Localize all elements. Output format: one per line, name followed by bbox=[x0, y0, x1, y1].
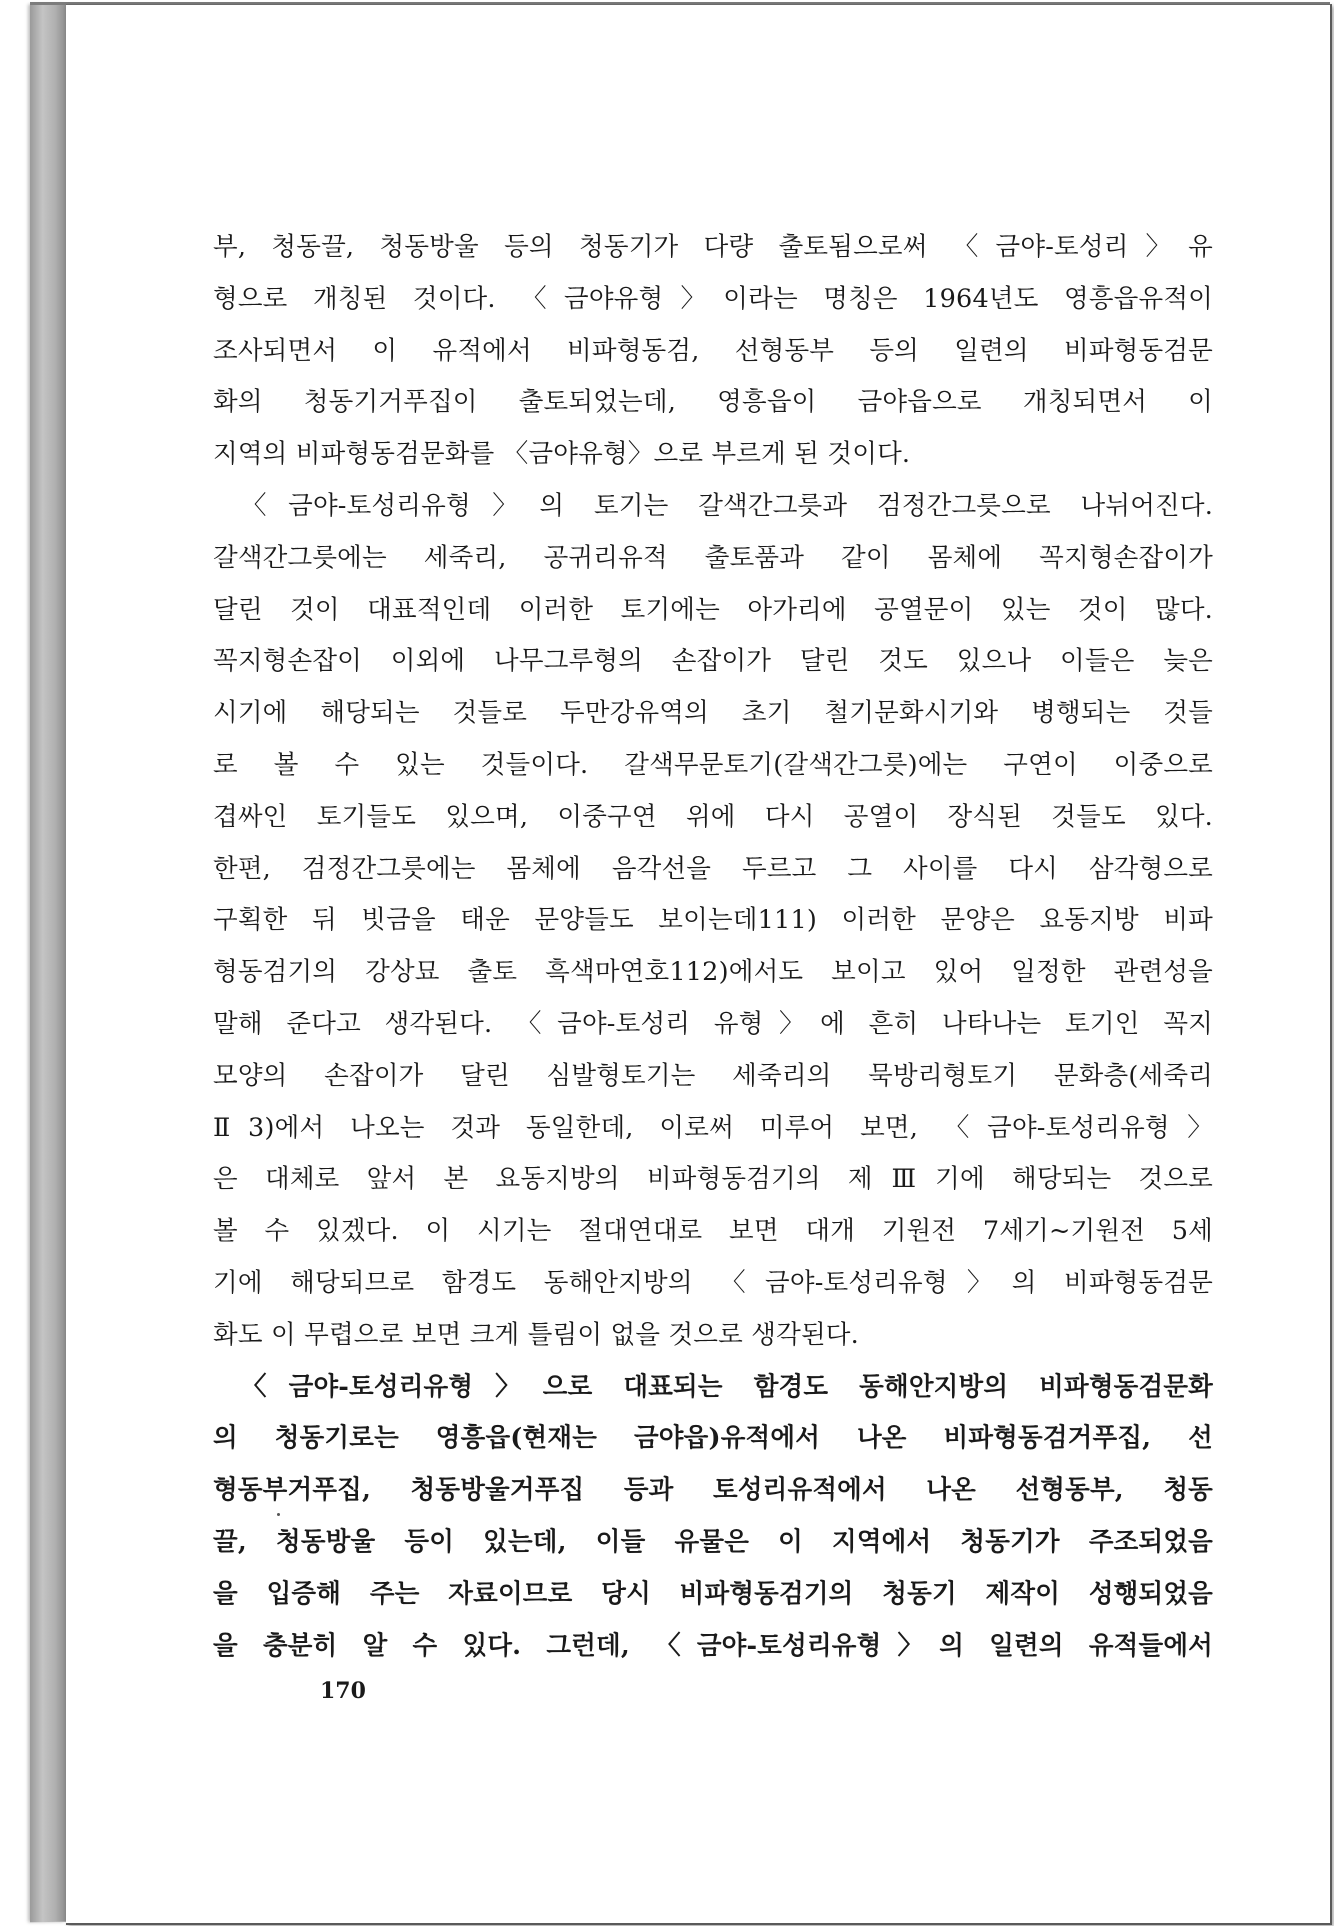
body-text bbox=[213, 222, 1213, 1672]
text-line: 말해 준다고 생각된다. 〈금야-토성리 유형〉에 흔히 나타나는 토기인 꼭지 bbox=[213, 1008, 1213, 1039]
text-line: 꼭지형손잡이 이외에 나무그루형의 손잡이가 달린 것도 있으나 이들은 늦은 bbox=[213, 646, 1213, 677]
text-line: 볼 수 있겠다. 이 시기는 절대연대로 보면 대개 기원전 7세기~기원전 5세 bbox=[213, 1216, 1213, 1247]
text-line: Ⅱ3)에서 나오는 것과 동일한데, 이로써 미루어 보면, 〈금야-토성리유형〉 bbox=[213, 1112, 1213, 1143]
text-line: 달린 것이 대표적인데 이러한 토기에는 아가리에 공열문이 있는 것이 많다. bbox=[213, 594, 1213, 625]
text-line: 시기에 해당되는 것들로 두만강유역의 초기 철기문화시기와 병행되는 것들 bbox=[213, 698, 1213, 729]
text-line: 조사되면서 이 유적에서 비파형동검, 선형동부 등의 일련의 비파형동검문 bbox=[213, 335, 1213, 366]
text-line: 형으로 개칭된 것이다. 〈금야유형〉이라는 명칭은 1964년도 영흥읍유적이 bbox=[213, 283, 1213, 314]
page-number: 170 bbox=[320, 1678, 366, 1704]
text-line: 지역의 비파형동검문화를 〈금야유형〉으로 부르게 된 것이다. bbox=[213, 439, 911, 470]
margin-mark bbox=[277, 1513, 280, 1516]
text-line: 로 볼 수 있는 것들이다. 갈색무문토기(갈색간그릇)에는 구연이 이중으로 bbox=[213, 749, 1213, 780]
text-line: 화도 이 무렵으로 보면 크게 틀림이 없을 것으로 생각된다. bbox=[213, 1319, 859, 1350]
text-line: 을 충분히 알 수 있다. 그런데, 〈금야-토성리유형〉의 일련의 유적들에서 bbox=[213, 1630, 1213, 1661]
text-line: 형동부거푸집, 청동방울거푸집 등과 토성리유적에서 나온 선형동부, 청동 bbox=[213, 1475, 1213, 1506]
text-line: 갈색간그릇에는 세죽리, 공귀리유적 출토품과 같이 몸체에 꼭지형손잡이가 bbox=[213, 542, 1213, 573]
text-line: 모양의 손잡이가 달린 심발형토기는 세죽리의 묵방리형토기 문화층(세죽리 bbox=[213, 1060, 1213, 1091]
text-line: 한편, 검정간그릇에는 몸체에 음각선을 두르고 그 사이를 다시 삼각형으로 bbox=[213, 853, 1213, 884]
text-line: 화의 청동기거푸집이 출토되었는데, 영흥읍이 금야읍으로 개칭되면서 이 bbox=[213, 387, 1213, 418]
text-line: 겹싸인 토기들도 있으며, 이중구연 위에 다시 공열이 장식된 것들도 있다. bbox=[213, 801, 1213, 832]
text-line: 의 청동기로는 영흥읍(현재는 금야읍)유적에서 나온 비파형동검거푸집, 선 bbox=[213, 1423, 1213, 1454]
text-line: 은 대체로 앞서 본 요동지방의 비파형동검기의 제Ⅲ기에 해당되는 것으로 bbox=[213, 1164, 1213, 1195]
book-spine bbox=[30, 4, 66, 1922]
text-line: 을 입증해 주는 자료이므로 당시 비파형동검기의 청동기 제작이 성행되었음 bbox=[213, 1578, 1213, 1609]
text-line: 〈금야-토성리유형〉으로 대표되는 함경도 동해안지방의 비파형동검문화 bbox=[241, 1371, 1213, 1402]
text-line: 기에 해당되므로 함경도 동해안지방의 〈금야-토성리유형〉의 비파형동검문 bbox=[213, 1267, 1213, 1298]
text-line: 끌, 청동방울 등이 있는데, 이들 유물은 이 지역에서 청동기가 주조되었음 bbox=[213, 1526, 1213, 1557]
text-line: 〈금야-토성리유형〉의 토기는 갈색간그릇과 검정간그릇으로 나뉘어진다. bbox=[241, 490, 1213, 521]
text-line: 구획한 뒤 빗금을 태운 문양들도 보이는데111) 이러한 문양은 요동지방 비파 bbox=[213, 905, 1213, 936]
text-line: 부, 청동끌, 청동방울 등의 청동기가 다량 출토됨으로써 〈금야-토성리〉유 bbox=[213, 232, 1213, 262]
text-line: 형동검기의 강상묘 출토 흑색마연호112)에서도 보이고 있어 일정한 관련성을 bbox=[213, 957, 1213, 988]
